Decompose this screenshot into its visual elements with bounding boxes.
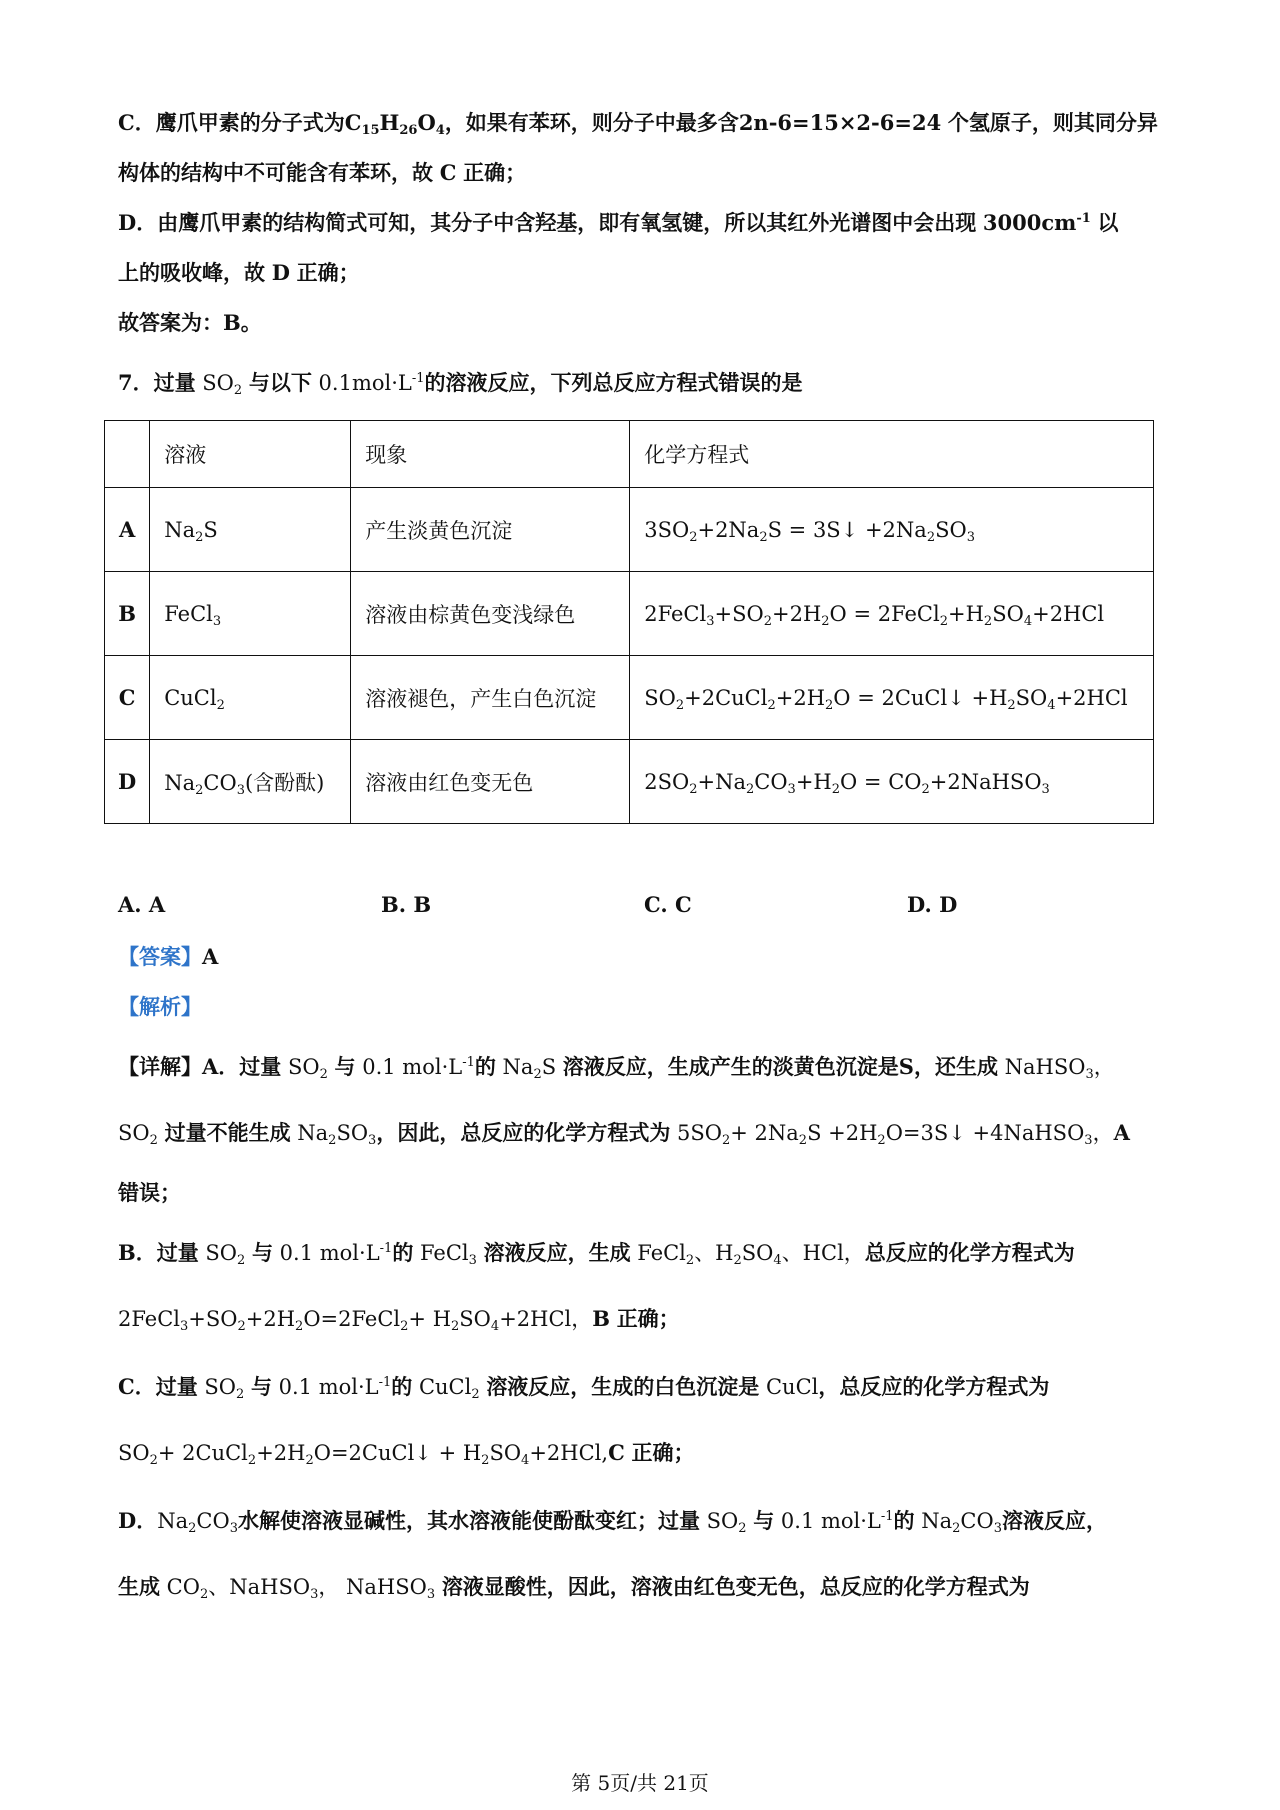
text: ，如果有苯环，则分子中最多含 [444, 110, 739, 135]
text: A [1113, 1120, 1130, 1145]
phenomenon-cell: 溶液由棕黄色变浅绿色 [351, 572, 630, 656]
table-row [105, 572, 1154, 656]
detail-a-line2: $SO_2$ 过量不能生成 $Na_2SO_3$，因此，总反应的化学方程式为 $5SO_2+ 2Na_2S$ $+2H_2O=3S↓$ +4NaHSO$_3$，A [118, 1120, 1130, 1148]
text: 以 [1097, 210, 1119, 235]
text: 错误； [118, 1180, 181, 1205]
row-label: A [105, 488, 150, 572]
text: 的 [893, 1508, 915, 1533]
text: D．由鹰爪甲素的结构简式可知，其分子中含羟基，即有氧氢键，所以其红外光谱图中会出现 [118, 210, 977, 235]
question-number: 7． [118, 370, 154, 395]
row-label: C [105, 656, 150, 740]
table-cell [105, 421, 150, 488]
detail-tag: 【详解】 [118, 1054, 202, 1079]
text: 与 [252, 1240, 273, 1265]
prev-option-d-line2 [118, 258, 1178, 288]
prev-answer [118, 308, 1178, 338]
table-header-row [105, 421, 1154, 488]
answer-value: A [202, 944, 219, 969]
note: (含酚酞) [244, 770, 325, 795]
text: B．过量 [118, 1240, 199, 1265]
detail-c-line2: $SO_2+$ $2CuCl_2+2H_2O=2CuCl↓ + H_2SO_4+2HCl,C$ 正确； [118, 1440, 695, 1468]
phenomenon-cell: 产生淡黄色沉淀 [351, 488, 630, 572]
text: C．过量 [118, 1374, 198, 1399]
row-label: B [105, 572, 150, 656]
table-row [105, 488, 1154, 572]
text: 与 [753, 1508, 775, 1533]
detail-c-line1: C．过量 $SO_2$ 与 0.1 $mol\cdot L^{-1}$的 CuCl$_2$ 溶液反应，生成的白色沉淀是 CuCl，总反应的化学方程式为 [118, 1374, 1050, 1402]
detail-b-line1: B．过量 $SO_2$ 与 0.1 $mol\cdot L^{-1}$的 FeCl$_3$ 溶液反应，生成 FeCl$_2$、$H_2SO_4$、HCl，总反应的化学方程式为 [118, 1240, 1075, 1268]
row-label: D [105, 740, 150, 824]
text: B [592, 1306, 610, 1331]
solution-cell: $Na_2CO_3$(含酚酞) [150, 740, 351, 824]
equation-cell: $3SO_2+2Na_2S$ = 3S↓ $+2Na_2SO_3$ [630, 488, 1154, 572]
text: 故答案为：B。 [118, 310, 262, 335]
answer-tag: 【答案】 [118, 944, 202, 969]
text: 的 [392, 1240, 414, 1265]
text: 的 [474, 1054, 496, 1079]
text: 正确； [616, 1306, 680, 1331]
prev-option-c-line1 [118, 108, 1178, 138]
text: 的溶液反应，下列总反应方程式错误的是 [424, 370, 803, 395]
solution-cell: $Na_2S$ [150, 488, 351, 572]
text: C．鹰爪甲素的分子式为 [118, 110, 345, 135]
table-row [105, 740, 1154, 824]
table-row [105, 656, 1154, 740]
text: D [271, 260, 290, 285]
detail-a-line1: 【详解】A．过量 $SO_2$ 与 0.1 $mol\cdot L^{-1}$的 $Na_2S$ 溶液反应，生成产生的淡黄色沉淀是S，还生成 NaHSO$_3$， [118, 1054, 1115, 1082]
text: 3000cm [982, 210, 1077, 235]
option-b: B. B [381, 892, 432, 917]
question-7-stem: 7．过量 $SO_2$ 与以下 $0.1mol\cdot L^{-1}$的溶液反应，下列总反应方程式错误的是 [118, 370, 803, 398]
detail-b-line2: $2FeCl_3+SO_2+2H_2O=2FeCl_2+ H_2SO_4+2HCl$，B 正确； [118, 1306, 680, 1334]
text: 与以下 [248, 370, 312, 395]
detail-d-line2: 生成 $CO_2$、NaHSO$_3$， NaHSO$_3$ 溶液显酸性，因此，溶液由红色变无色，总反应的化学方程式为 [118, 1574, 1030, 1602]
text: ，因此，总反应的化学方程式为 [376, 1120, 671, 1145]
table-header-cell: 现象 [351, 421, 630, 488]
text: 溶液反应， [1001, 1508, 1107, 1533]
text: 正确； [296, 260, 360, 285]
table-header-cell: 溶液 [150, 421, 351, 488]
text: 过量不能生成 [164, 1120, 291, 1145]
text: 正确； [631, 1440, 695, 1465]
answer-line [118, 942, 1178, 972]
text: A．过量 [202, 1054, 282, 1079]
prev-option-c-line2 [118, 158, 1178, 188]
text: 与 [334, 1054, 356, 1079]
prev-option-d-line1: D．由鹰爪甲素的结构简式可知，其分子中含羟基，即有氧氢键，所以其红外光谱图中会出现 $3000cm^{-1}$ 以 [118, 210, 1119, 235]
table-header-cell: 化学方程式 [630, 421, 1154, 488]
text: ，还生成 [913, 1054, 998, 1079]
solution-cell: FeCl$_3$ [150, 572, 351, 656]
text: 溶液反应，生成产生的淡黄色沉淀是 [562, 1054, 899, 1079]
phenomenon-cell: 溶液褪色，产生白色沉淀 [351, 656, 630, 740]
phenomenon-cell: 溶液由红色变无色 [351, 740, 630, 824]
text: 2n-6=15×2-6=24 [738, 110, 942, 135]
text: 生成 [118, 1574, 160, 1599]
reaction-table [104, 420, 1154, 824]
text: 个氢原子，则其同分异 [947, 110, 1158, 135]
text: D． [118, 1508, 158, 1533]
option-c: C. C [644, 892, 692, 917]
option-d: D. D [907, 892, 958, 917]
text: ，总反应的化学方程式为 [818, 1374, 1050, 1399]
text: 过量 [153, 370, 196, 395]
text: 溶液显酸性，因此，溶液由红色变无色，总反应的化学方程式为 [441, 1574, 1030, 1599]
equation-cell: $SO_2+2CuCl_2+2H_2O$ = 2CuCl↓ $+H_2SO_4+2HCl$ [630, 656, 1154, 740]
text: 构体的结构中不可能含有苯环，故 [118, 160, 433, 185]
analysis-line [118, 992, 1178, 1022]
analysis-tag: 【解析】 [118, 994, 202, 1019]
formula: $C_{15}H_{26}O_4$ [344, 110, 445, 138]
detail-a-line3 [118, 1178, 1178, 1208]
text: 与 [250, 1374, 272, 1399]
equation-cell: $2SO_2+Na_2CO_3+H_2O$ = $CO_2+2NaHSO_3$ [630, 740, 1154, 824]
option-a: A. A [118, 892, 166, 917]
text: 正确； [463, 160, 527, 185]
page-footer: 第 5页/共 21页 [571, 1771, 709, 1795]
text: 上的吸收峰，故 [118, 260, 265, 285]
text: S [898, 1054, 914, 1079]
text: 水解使溶液显碱性，其水溶液能使酚酞变红；过量 [237, 1508, 700, 1533]
equation-cell: $2FeCl_3+SO_2+2H_2O$ = $2FeCl_2+H_2SO_4+2HCl$ [630, 572, 1154, 656]
text: 溶液反应，生成 [483, 1240, 631, 1265]
text: 的 [391, 1374, 413, 1399]
solution-cell: CuCl$_2$ [150, 656, 351, 740]
text: 溶液反应，生成的白色沉淀是 [486, 1374, 760, 1399]
text: 总反应的化学方程式为 [864, 1240, 1075, 1265]
text: C [439, 160, 457, 185]
detail-d-line1: D．$Na_2CO_3$水解使溶液显碱性，其水溶液能使酚酞变红；过量 $SO_2$ 与 0.1 $mol\cdot L^{-1}$的 $Na_2CO_3$溶液反应， [118, 1508, 1107, 1536]
